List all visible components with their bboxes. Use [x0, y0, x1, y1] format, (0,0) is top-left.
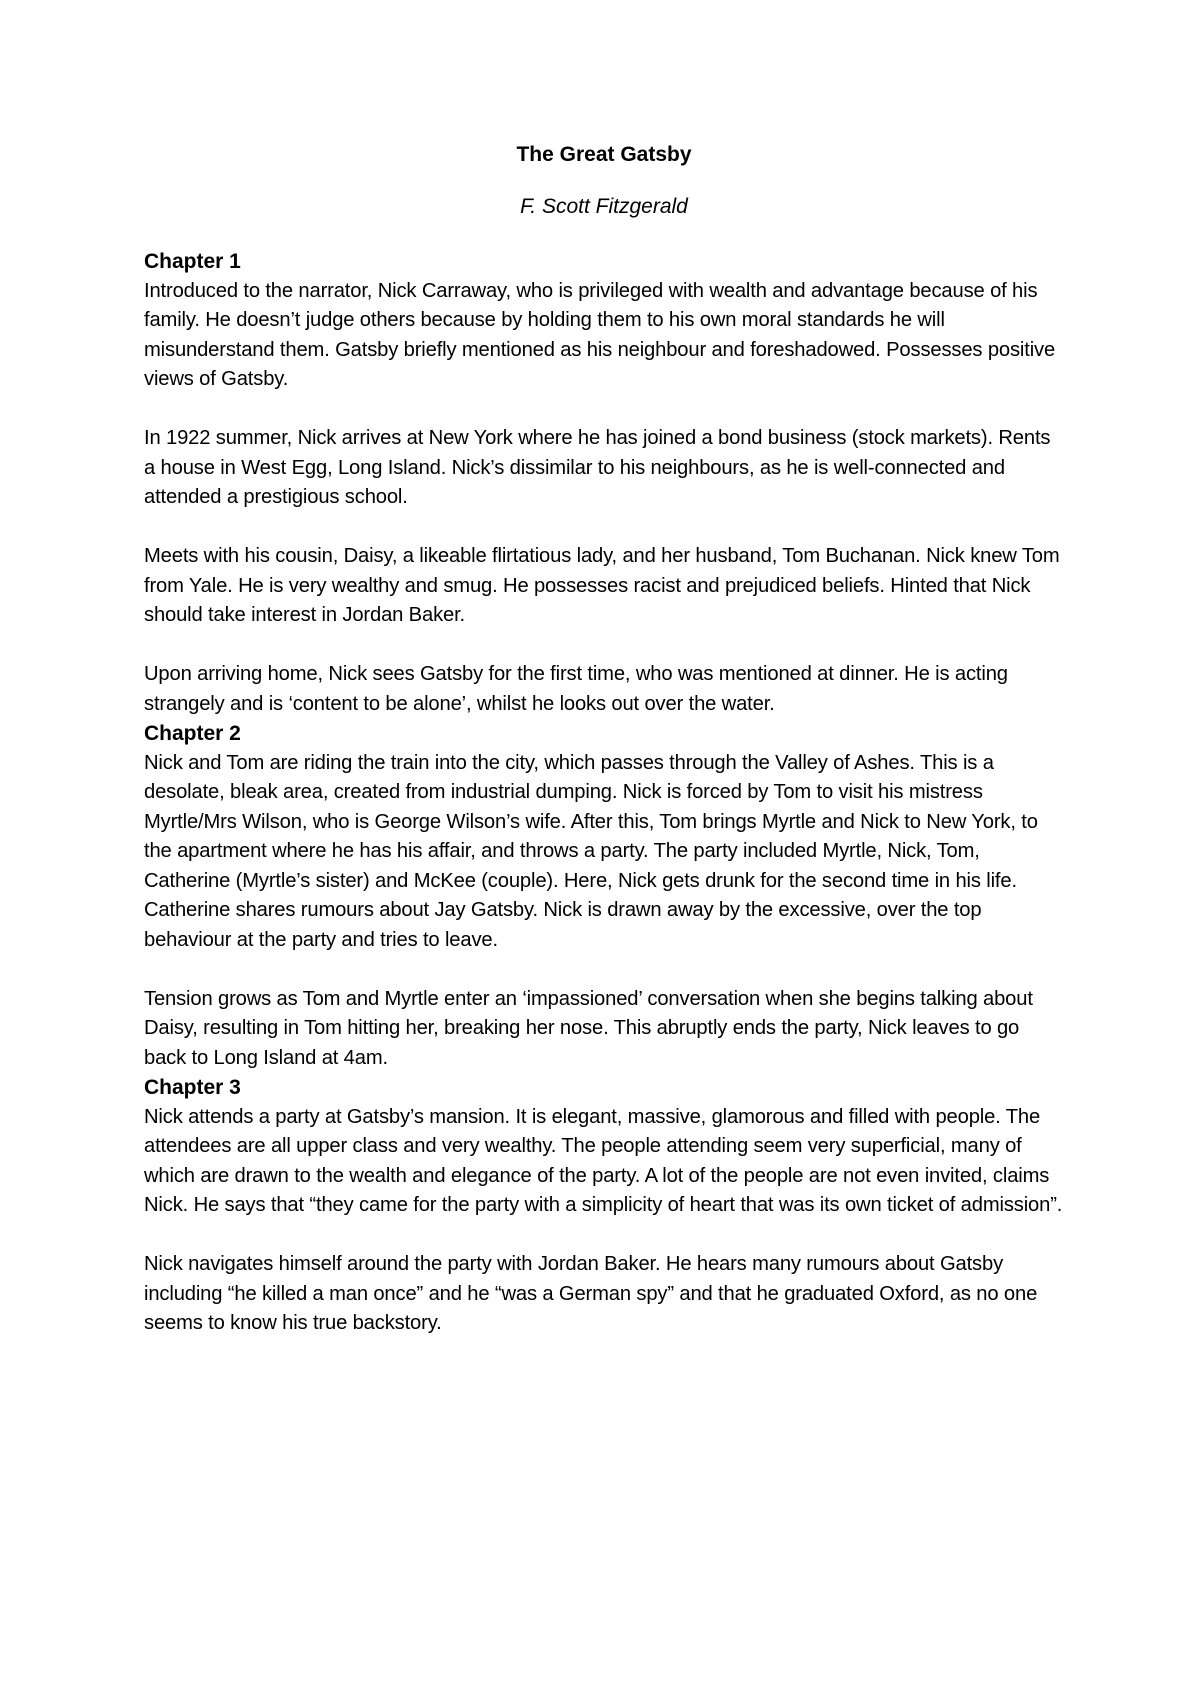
- document-title: The Great Gatsby: [516, 143, 692, 166]
- chapter-3-section: [144, 1073, 1064, 1339]
- paragraph: Upon arriving home, Nick sees Gatsby for the first time, who was mentioned at dinner. He is acting strangely and is ‘content to be alone’, whilst he looks out over the water.: [144, 663, 1008, 715]
- paragraph: Nick navigates himself around the party with Jordan Baker. He hears many rumours about Gatsby including “he killed a man once” and he “was a German spy” and that he graduated Oxford, as no one seems to know his true backstory.: [144, 1253, 1038, 1334]
- chapter-heading: Chapter 3: [144, 1076, 241, 1099]
- chapter-heading: Chapter 2: [144, 722, 241, 745]
- document-page: [144, 140, 1064, 1339]
- chapter-2-section: [144, 719, 1064, 1073]
- paragraph: Tension grows as Tom and Myrtle enter an ‘impassioned’ conversation when she begins talking about Daisy, resulting in Tom hitting her, breaking her nose. This abruptly ends the party, Nick leaves to go back to Long Island at 4am.: [144, 987, 1033, 1069]
- paragraph: In 1922 summer, Nick arrives at New York where he has joined a bond business (stock markets). Rents a house in West Egg, Long Island. Nick’s dissimilar to his neighbours, as he is well-connected and attended a prestigious school.: [144, 427, 1051, 508]
- paragraph: Meets with his cousin, Daisy, a likeable flirtatious lady, and her husband, Tom Buchanan. Nick knew Tom from Yale. He is very wealthy and smug. He possesses racist and prejudiced beliefs. Hinted that Nick should take interest in Jordan Baker.: [144, 545, 1060, 626]
- chapter-heading: Chapter 1: [144, 250, 241, 273]
- document-author: F. Scott Fitzgerald: [520, 195, 688, 218]
- paragraph: Nick and Tom are riding the train into the city, which passes through the Valley of Ashes. This is a desolate, bleak area, created from industrial dumping. Nick is forced by Tom to visit his mistress Myrtle/Mrs Wilson, who is George Wilson’s wife. After this, Tom brings Myrtle and Nick to New York, to the apartment where he has his affair, and throws a party. The party included Myrtle, Nick, Tom, Catherine (Myrtle’s sister) and McKee (couple). Here, Nick gets drunk for the second time in his life. Catherine shares rumours about Jay Gatsby. Nick is drawn away by the excessive, over the top behaviour at the party and tries to leave.: [144, 751, 1038, 951]
- paragraph: Introduced to the narrator, Nick Carraway, who is privileged with wealth and advantage because of his family. He doesn’t judge others because by holding them to his own moral standards he will misunderstand them. Gatsby briefly mentioned as his neighbour and foreshadowed. Possesses positive views of Gatsby.: [144, 279, 1056, 390]
- paragraph: Nick attends a party at Gatsby’s mansion. It is elegant, massive, glamorous and filled with people. The attendees are all upper class and very wealthy. The people attending seem very superficial, many of which are drawn to the wealth and elegance of the party. A lot of the people are not even invited, claims Nick. He says that “they came for the party with a simplicity of heart that was its own ticket of admission”.: [144, 1105, 1063, 1216]
- chapter-1-section: [144, 247, 1064, 719]
